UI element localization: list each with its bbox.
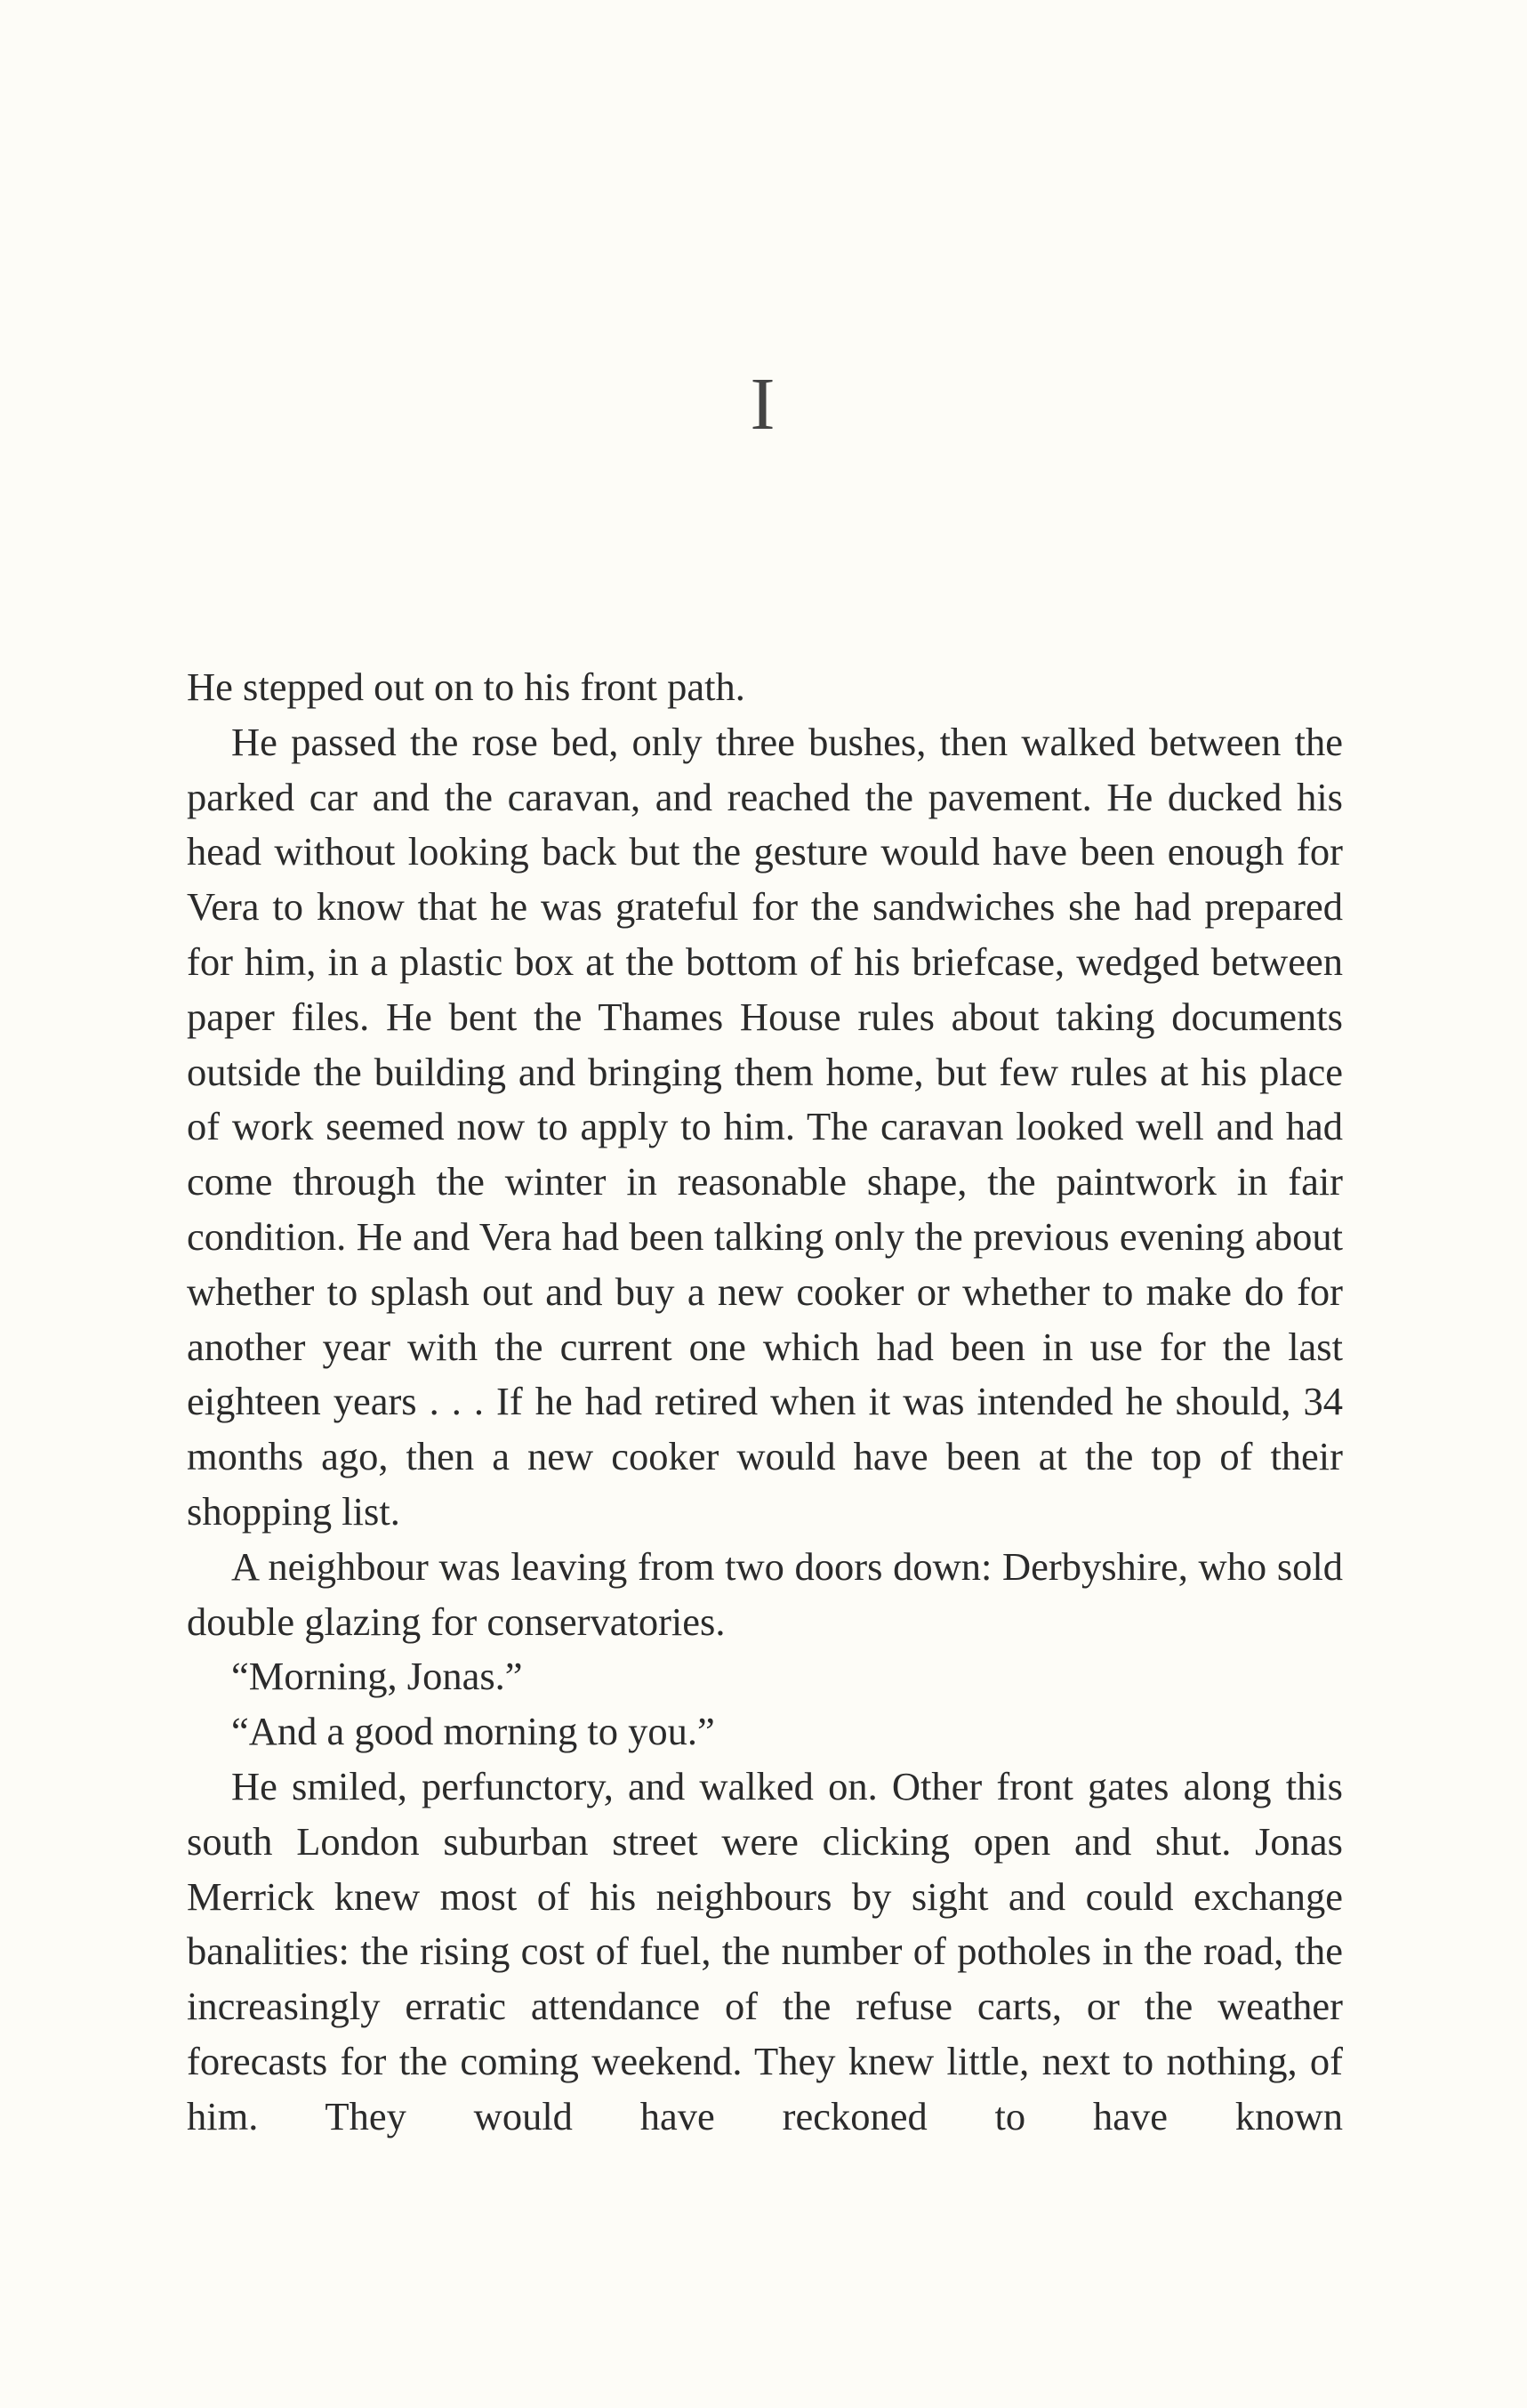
paragraph: “Morning, Jonas.” xyxy=(231,1654,523,1699)
paragraph: He stepped out on to his front path. xyxy=(187,664,745,709)
chapter-number: I xyxy=(750,363,777,446)
chapter-body xyxy=(187,660,1343,2145)
paragraph: A neighbour was leaving from two doors down: Derbyshire, who sold double glazing for conservatories. xyxy=(187,1543,1343,1644)
paragraph: “And a good morning to you.” xyxy=(231,1709,715,1754)
paragraph: He passed the rose bed, only three bushes, then walked between the parked car and the caravan, and reached the pavement. He ducked his head without looking back but the gesture would have been enough for Vera to know that he was grateful for the sandwiches she had prepared for him, in a plastic box at the bottom of his briefcase, wedged between paper files. He bent the Thames House rules about taking documents outside the building and bringing them home, but few rules at his place of work seemed now to apply to him. The caravan looked well and had come through the winter in reasonable shape, the paintwork in fair condition. He and Vera had been talking only the previous evening about whether to splash out and buy a new cooker or whether to make do for another year with the current one which had been in use for the last eighteen years . . . If he had retired when it was intended he should, 34 months ago, then a new cooker would have been at the top of their shopping list. xyxy=(187,719,1343,1534)
paragraph: He smiled, perfunctory, and walked on. Other front gates along this south London suburban street were clicking open and shut. Jonas Merrick knew most of his neighbours by sight and could exchange banalities: the rising cost of fuel, the number of potholes in the road, the increasingly erratic attendance of the refuse carts, or the weather forecasts for the coming weekend. They knew little, next to nothing, of him. They would have reckoned to have known xyxy=(187,1763,1343,2138)
